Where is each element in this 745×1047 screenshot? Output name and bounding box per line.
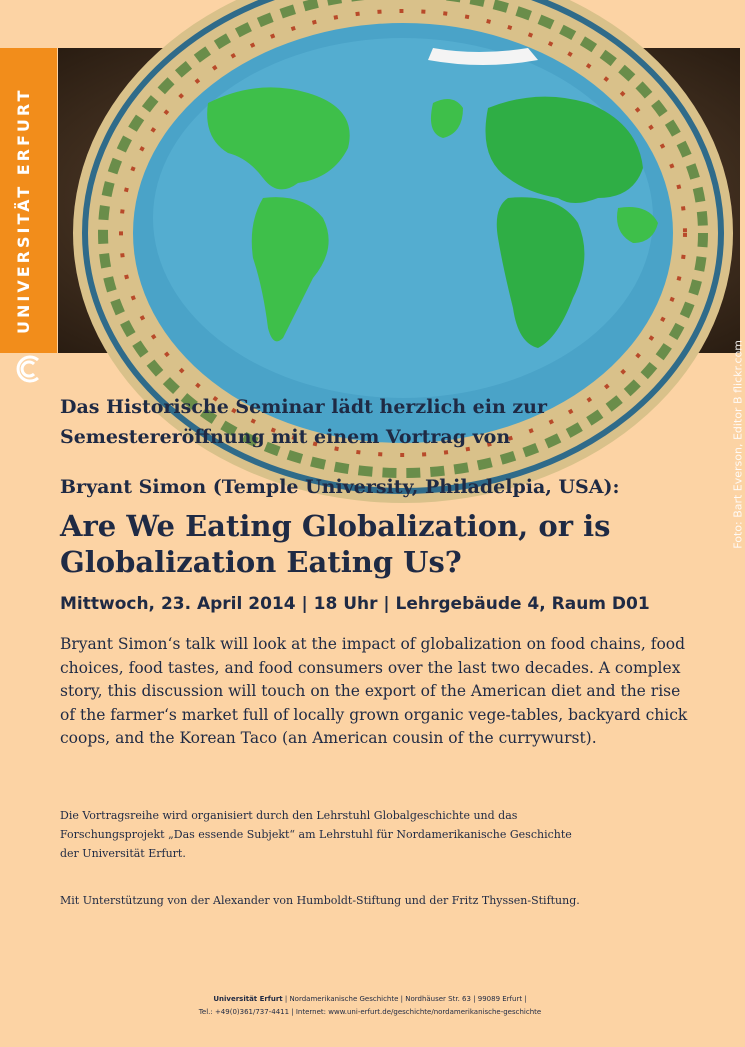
title-line-2: Globalization Eating Us? [60, 545, 462, 579]
photo-credit: Foto: Bart Everson, Editor B flickr.com [732, 340, 745, 549]
invitation-line-2: Semestereröffnung mit einem Vortrag von [60, 426, 511, 448]
organizer-note [60, 806, 710, 863]
footer-line-1 [0, 993, 740, 1006]
organizer-line-2: Forschungsprojekt „Das essende Subjekt“ am Lehrstuhl für Nordamerikanische Geschichte [60, 828, 572, 841]
footer-address: | Nordamerikanische Geschichte | Nordhäuser Str. 63 | 99089 Erfurt | [282, 995, 527, 1003]
footer [0, 993, 740, 1019]
lecture-abstract: Bryant Simon‘s talk will look at the impact of globalization on food chains, food choices, food tastes, and food consumers over the last two decades. A complex story, this discussion will touch on the export of the American diet and the rise of the farmer‘s market full of locally grown organic vege-tables, backyard chick coops, and the Korean Taco (an American cousin of the currywurst). [60, 635, 688, 747]
university-name: UNIVERSITÄT ERFURT [14, 87, 33, 334]
support-note: Mit Unterstützung von der Alexander von Humboldt-Stiftung und der Fritz Thyssen-Stiftung. [60, 894, 580, 907]
speaker-name: Bryant Simon (Temple University, Philadelpia, USA): [60, 476, 620, 498]
footer-org: Universität Erfurt [213, 995, 283, 1003]
title-line-1: Are We Eating Globalization, or is [60, 509, 611, 543]
invitation-text [60, 392, 710, 452]
lecture-title [60, 508, 720, 580]
invitation-line-1: Das Historische Seminar lädt herzlich ein zur [60, 396, 547, 418]
organizer-line-3: der Universität Erfurt. [60, 847, 186, 860]
event-details: Mittwoch, 23. April 2014 | 18 Uhr | Lehrgebäude 4, Raum D01 [60, 594, 650, 614]
university-logo-icon [12, 354, 44, 384]
university-sidebar [0, 48, 57, 353]
organizer-line-1: Die Vortragsreihe wird organisiert durch den Lehrstuhl Globalgeschichte und das [60, 809, 518, 822]
footer-line-2: Tel.: +49(0)361/737-4411 | Internet: www.uni-erfurt.de/geschichte/nordamerikanische-geschichte [198, 1008, 542, 1016]
globe-cake-photo [58, 48, 740, 353]
